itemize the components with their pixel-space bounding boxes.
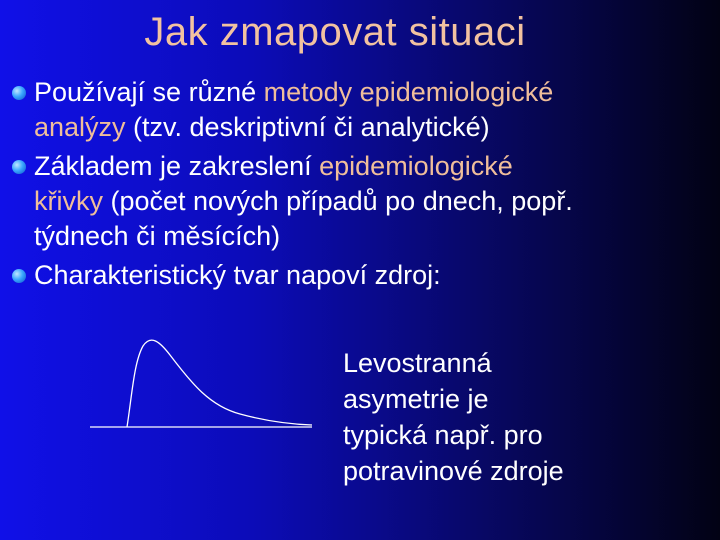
bullet-text: (počet nových případů po dnech, popř. [103, 186, 573, 216]
bullet-text: (tzv. deskriptivní či analytické) [125, 112, 490, 142]
bullet-text: Základem je zakreslení [34, 151, 320, 181]
highlight-text: křivky [34, 186, 103, 216]
highlight-text: analýzy [34, 112, 126, 142]
slide-title: Jak zmapovat situaci [144, 10, 526, 54]
caption-line: potravinové zdroje [343, 456, 564, 486]
bullet-text: Používají se různé [34, 77, 264, 107]
skewed-curve [127, 340, 312, 427]
highlight-text: epidemiologické [319, 151, 513, 181]
caption-line: Levostranná [343, 348, 492, 378]
bullet-line: Charakteristický tvar napoví zdroj: [34, 260, 441, 290]
curve-caption [343, 345, 564, 489]
caption-line: typická např. pro [343, 420, 543, 450]
bullet-line: týdnech či měsících) [34, 221, 281, 251]
caption-line: asymetrie je [343, 384, 489, 414]
highlight-text: metody epidemiologické [263, 77, 554, 107]
